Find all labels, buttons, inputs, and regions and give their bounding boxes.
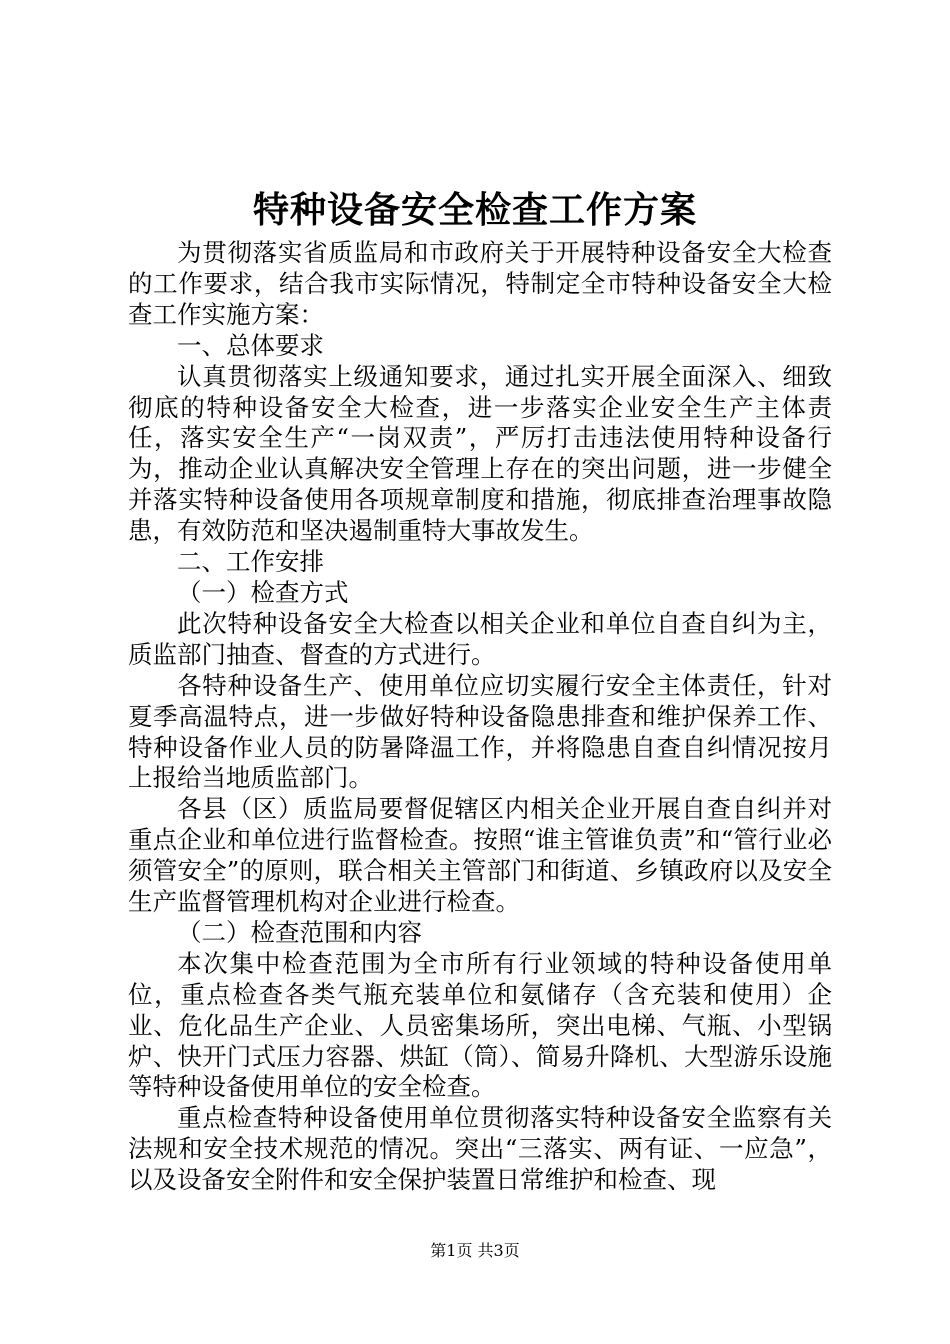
inspection-scope-paragraph-2: 重点检查特种设备使用单位贯彻落实特种设备安全监察有关法规和安全技术规范的情况。突出“三落实、两有证、一应急”，以及设备安全附件和安全保护装置日常维护和检查、现 (128, 1103, 832, 1195)
inspection-method-paragraph-1: 此次特种设备安全大检查以相关企业和单位自查自纠为主，质监部门抽查、督查的方式进行。 (128, 608, 832, 669)
general-requirements-paragraph: 认真贯彻落实上级通知要求，通过扎实开展全面深入、细致彻底的特种设备安全大检查，进一步落实企业安全生产主体责任，落实安全生产“一岗双责”，严厉打击违法使用特种设备行为，推动企业认真解决安全管理上存在的突出问题，进一步健全并落实特种设备使用各项规章制度和措施，彻底排查治理事故隐患，有效防范和坚决遏制重特大事故发生。 (128, 361, 832, 546)
inspection-scope-paragraph-1: 本次集中检查范围为全市所有行业领域的特种设备使用单位，重点检查各类气瓶充装单位和氨储存（含充装和使用）企业、危化品生产企业、人员密集场所，突出电梯、气瓶、小型锅炉、快开门式压力容器、烘缸（筒）、简易升降机、大型游乐设施等特种设备使用单位的安全检查。 (128, 948, 832, 1102)
page-footer: 第1页 共3页 (430, 1241, 520, 1260)
section-heading-work-arrangement: 二、工作安排 (177, 547, 324, 577)
inspection-method-paragraph-2: 各特种设备生产、使用单位应切实履行安全主体责任，针对夏季高温特点，进一步做好特种设备隐患排查和维护保养工作、特种设备作业人员的防暑降温工作，并将隐患自查自纠情况按月上报给当地质监部门。 (128, 670, 832, 793)
section-heading-general-requirements: 一、总体要求 (177, 330, 324, 360)
document-title: 特种设备安全检查工作方案 (252, 189, 697, 231)
inspection-method-paragraph-3: 各县（区）质监局要督促辖区内相关企业开展自查自纠并对重点企业和单位进行监督检查。按照“谁主管谁负责”和“管行业必须管安全”的原则，联合相关主管部门和街道、乡镇政府以及安全生产监督管理机构对企业进行检查。 (128, 794, 832, 917)
document-body (128, 238, 832, 1196)
intro-paragraph: 为贯彻落实省质监局和市政府关于开展特种设备安全大检查的工作要求，结合我市实际情况，特制定全市特种设备安全大检查工作实施方案： (128, 238, 832, 329)
subsection-heading-inspection-method: （一）检查方式 (177, 577, 349, 607)
subsection-heading-inspection-scope: （二）检查范围和内容 (177, 917, 422, 947)
